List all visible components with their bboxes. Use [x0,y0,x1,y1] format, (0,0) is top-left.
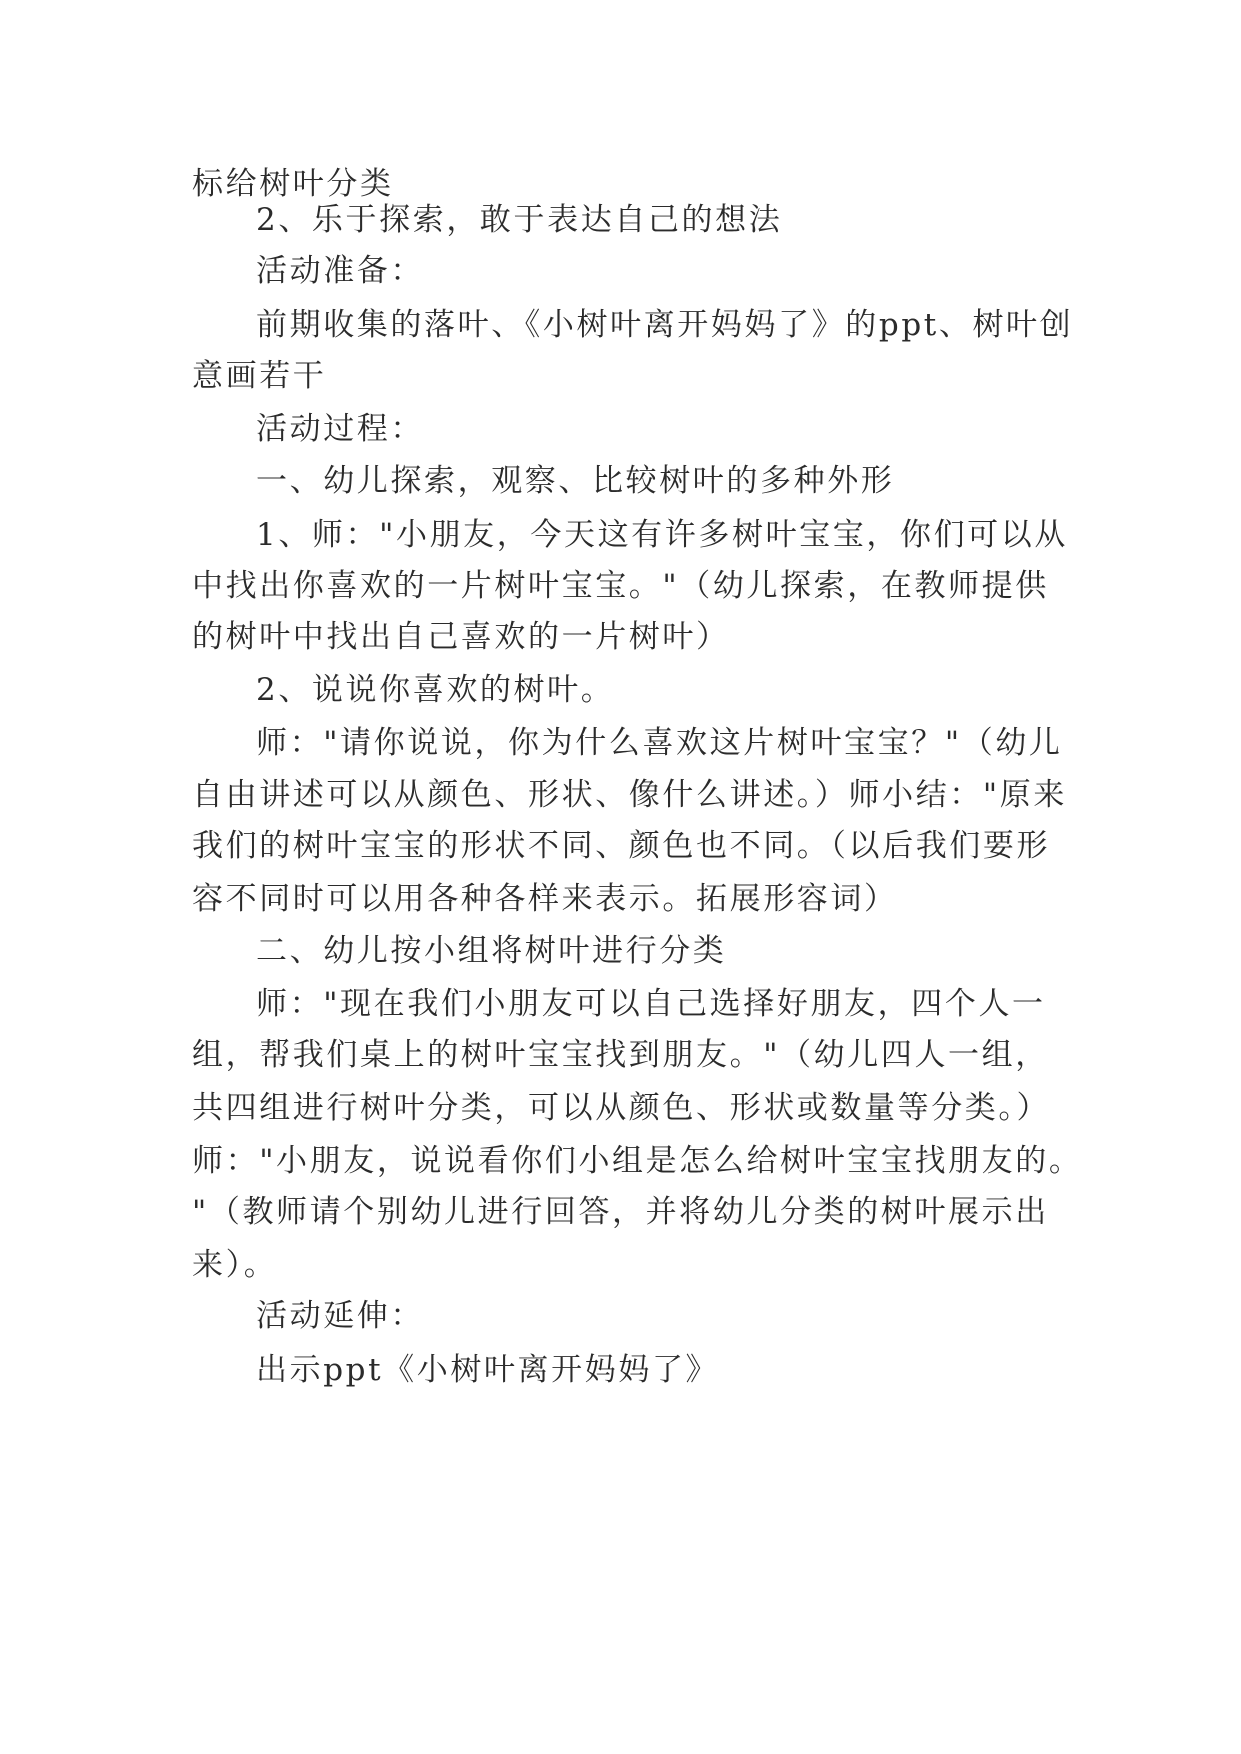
text-line: "（教师请个别幼儿进行回答，并将幼儿分类的树叶展示出 [192,1194,1049,1230]
section-heading: 活动过程： [256,411,424,447]
text-line: 二、幼儿按小组将树叶进行分类 [256,933,727,969]
text-line: 2、说说你喜欢的树叶。 [256,672,615,708]
text-line: 前期收集的落叶、《小树叶离开妈妈了》的ppt、树叶创 [256,307,1074,343]
section-heading: 活动准备： [256,253,424,289]
text-line: 的树叶中找出自己喜欢的一片树叶） [192,619,730,655]
text-line: 共四组进行树叶分类，可以从颜色、形状或数量等分类。） [192,1090,1051,1126]
text-line: 一、幼儿探索，观察、比较树叶的多种外形 [256,463,895,499]
text-line: 1、师："小朋友，今天这有许多树叶宝宝，你们可以从 [256,517,1068,553]
section-heading: 活动延伸： [256,1298,424,1334]
text-line: 师："请你说说，你为什么喜欢这片树叶宝宝？"（幼儿 [256,725,1063,761]
text-line: 组，帮我们桌上的树叶宝宝找到朋友。"（幼儿四人一组， [192,1037,1049,1073]
text-line: 我们的树叶宝宝的形状不同、颜色也不同。（以后我们要形 [192,828,1051,864]
text-line: 出示ppt《小树叶离开妈妈了》 [256,1352,720,1388]
text-line: 容不同时可以用各种各样来表示。拓展形容词） [192,881,898,917]
text-line: 中找出你喜欢的一片树叶宝宝。"（幼儿探索，在教师提供 [192,568,1049,604]
text-line: 标给树叶分类 [192,166,394,202]
text-line: 来）。 [192,1247,278,1283]
text-line: 意画若干 [192,358,327,394]
text-line: 师："现在我们小朋友可以自己选择好朋友，四个人一 [256,986,1046,1022]
text-line: 师："小朋友，说说看你们小组是怎么给树叶宝宝找朋友的。 [192,1143,1083,1179]
text-line: 自由讲述可以从颜色、形状、像什么讲述。）师小结："原来 [192,777,1067,813]
text-line: 2、乐于探索，敢于表达自己的想法 [256,202,783,238]
